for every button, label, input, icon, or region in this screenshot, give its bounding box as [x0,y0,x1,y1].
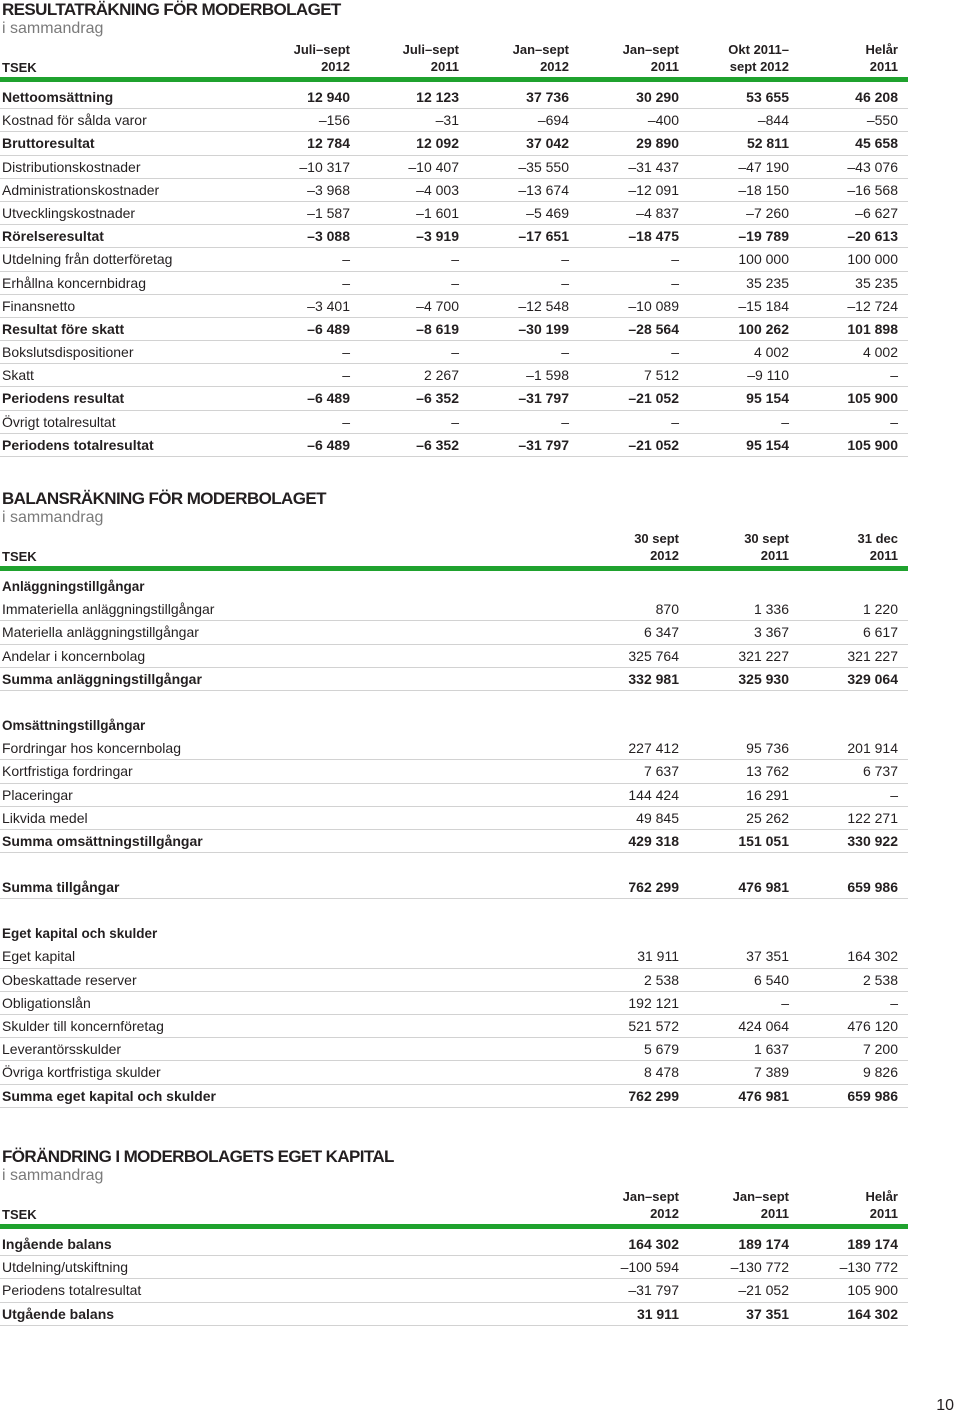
table-row [0,969,908,992]
cell-value: 37 351 [746,948,789,965]
column-heading-line: Jan–sept [622,1189,679,1204]
cell-value: –31 437 [628,158,679,175]
column-heading-line: 2012 [321,59,350,74]
cell-value: – [671,274,679,291]
group-heading-label: Omsättningstillgångar [2,717,146,733]
column-heading-line: sept 2012 [729,59,789,74]
column-heading [569,41,679,75]
cell-value: –13 674 [518,181,569,198]
column-heading-line: Okt 2011– [728,42,789,57]
cell-value: –4 003 [416,181,459,198]
cell-value: – [342,367,350,384]
cell-value: 4 002 [862,344,898,361]
cell-value: 5 679 [643,1041,679,1058]
table-row [0,945,908,968]
table-row [0,387,908,410]
row-label: Utgående balans [2,1305,115,1322]
table-row [0,992,908,1015]
row-label: Summa tillgångar [2,879,120,896]
row-label: Resultat före skatt [2,320,125,337]
cell-value: 476 981 [738,1087,789,1104]
cell-value: –31 797 [518,390,569,407]
cell-value: –5 469 [526,204,569,221]
table-row [0,1233,908,1256]
table-row [0,318,908,341]
cell-value: 332 981 [628,670,679,687]
column-heading [679,530,789,564]
cell-value: –130 772 [730,1259,789,1276]
cell-value: 37 351 [746,1305,789,1322]
row-label: Placeringar [2,786,73,803]
cell-value: 201 914 [847,740,898,757]
cell-value: 16 291 [746,786,789,803]
column-heading-line: 2011 [869,548,898,563]
equity-changes [0,1147,908,1326]
table-row [0,272,908,295]
row-label: Periodens totalresultat [2,1282,142,1299]
cell-value: –6 352 [416,390,459,407]
table-row [0,109,908,132]
cell-value: 6 347 [643,624,679,641]
row-label: Finansnetto [2,297,76,314]
cell-value: –844 [757,112,789,129]
row-label: Summa eget kapital och skulder [2,1087,216,1104]
table-row [0,248,908,271]
cell-value: 30 290 [636,89,679,105]
cell-value: 7 389 [753,1064,789,1081]
group-heading [0,922,908,945]
section-title: FÖRÄNDRING I MODERBOLAGETS EGET KAPITAL [2,1147,394,1166]
table-row [0,156,908,179]
cell-value: – [342,274,350,291]
table-row [0,668,908,691]
cell-value: –7 260 [746,204,789,221]
cell-value: – [451,344,459,361]
table-row [0,1015,908,1038]
cell-value: –1 601 [416,204,459,221]
cell-value: 12 092 [416,135,459,152]
column-heading-line: 2011 [760,548,789,563]
cell-value: 12 123 [416,89,459,105]
cell-value: 25 262 [746,809,789,826]
cell-value: –3 088 [307,228,350,245]
cell-value: 46 208 [855,89,898,105]
cell-value: –47 190 [738,158,789,175]
row-label: Utvecklingskostnader [2,204,136,221]
cell-value: 192 121 [628,994,679,1011]
cell-value: 144 424 [628,786,679,803]
cell-value: –12 091 [628,181,679,198]
cell-value: 95 736 [746,740,789,757]
row-label: Summa omsättningstillgångar [2,832,203,849]
cell-value: 2 267 [423,367,459,384]
table-row [0,1085,908,1108]
cell-value: –18 150 [738,181,789,198]
cell-value: 49 845 [636,809,679,826]
cell-value: 37 736 [526,89,569,105]
cell-value: – [890,786,898,803]
column-heading [679,1188,789,1222]
table-row [0,132,908,155]
cell-value: –6 489 [307,436,350,453]
column-heading-line: 2012 [650,548,679,563]
section-title: BALANSRÄKNING FÖR MODERBOLAGET [2,489,326,508]
cell-value: – [342,251,350,268]
cell-value: 1 336 [753,601,789,618]
cell-value: –400 [647,112,679,129]
row-label: Ingående balans [2,1236,112,1252]
table-row [0,645,908,668]
column-heading-line: 2011 [430,59,459,74]
column-heading-line: 2011 [760,1206,789,1221]
row-label: Övriga kortfristiga skulder [2,1064,161,1081]
row-label: Övrigt totalresultat [2,413,116,430]
cell-value: 7 512 [643,367,679,384]
section-subtitle: i sammandrag [2,509,104,526]
row-label: Immateriella anläggningstillgångar [2,601,215,618]
cell-value: 9 826 [862,1064,898,1081]
cell-value: 7 637 [643,763,679,780]
cell-value: 105 900 [847,1282,898,1299]
column-heading-line: 2011 [650,59,679,74]
cell-value: –10 407 [408,158,459,175]
cell-value: – [451,274,459,291]
cell-value: –6 489 [307,320,350,337]
cell-value: –3 919 [416,228,459,245]
column-heading-line: Juli–sept [293,42,350,57]
cell-value: 227 412 [628,740,679,757]
balance-sheet [0,489,908,1108]
cell-value: 7 200 [862,1041,898,1058]
column-heading-line: Jan–sept [732,1189,789,1204]
table-row [0,86,908,109]
cell-value: –17 651 [518,228,569,245]
column-heading-line: Juli–sept [402,42,459,57]
column-heading [459,41,569,75]
table-row [0,295,908,318]
cell-value: 31 911 [637,948,679,965]
cell-value: – [451,251,459,268]
column-heading-line: 30 sept [744,531,789,546]
row-label: Utdelning från dotterföretag [2,251,173,268]
table-body [0,82,908,457]
column-heading-line: Helår [865,1189,898,1204]
column-heading [788,1188,898,1222]
group-heading-label: Anläggningstillgångar [2,579,145,594]
row-label: Rörelseresultat [2,228,104,245]
row-label: Obeskattade reserver [2,971,137,988]
column-heading-line: 2012 [650,1206,679,1221]
cell-value: 325 764 [628,647,679,664]
cell-value: – [342,413,350,430]
cell-value: –6 627 [855,204,898,221]
cell-value: –43 076 [847,158,898,175]
cell-value: 105 900 [847,390,898,407]
table-row [0,598,908,621]
cell-value: 330 922 [847,832,898,849]
unit-label: TSEK [2,549,37,564]
spacer [0,691,908,714]
cell-value: –1 587 [307,204,350,221]
column-heading-line: Helår [865,42,898,57]
cell-value: – [561,274,569,291]
page-number: 10 [936,1397,954,1414]
cell-value: 659 986 [847,1087,898,1104]
table-body [0,1229,908,1326]
row-label: Bruttoresultat [2,135,95,152]
cell-value: 100 000 [738,251,789,268]
cell-value: – [890,367,898,384]
row-label: Materiella anläggningstillgångar [2,624,199,641]
cell-value: 95 154 [746,390,789,407]
cell-value: –21 052 [628,390,679,407]
row-label: Periodens resultat [2,390,125,407]
cell-value: 35 235 [746,274,789,291]
row-label: Nettoomsättning [2,89,114,105]
table-row [0,364,908,387]
column-header [0,41,908,77]
table-row [0,1256,908,1279]
row-label: Administrationskostnader [2,181,160,198]
table-body [0,571,908,1108]
cell-value: 45 658 [855,135,898,152]
column-heading [240,41,350,75]
row-label: Kostnad för sålda varor [2,112,147,129]
table-row [0,807,908,830]
cell-value: 762 299 [628,1087,679,1104]
cell-value: 429 318 [628,832,679,849]
cell-value: –19 789 [738,228,789,245]
cell-value: –9 110 [747,367,789,384]
cell-value: –15 184 [738,297,789,314]
cell-value: 95 154 [746,436,789,453]
cell-value: – [342,344,350,361]
cell-value: 12 940 [307,89,350,105]
column-heading-line: 2011 [869,1206,898,1221]
cell-value: 12 784 [307,135,350,152]
column-header [0,1188,908,1224]
cell-value: –35 550 [518,158,569,175]
cell-value: 321 227 [738,647,789,664]
row-label: Obligationslån [2,994,91,1011]
cell-value: 164 302 [847,948,898,965]
cell-value: –4 700 [416,297,459,314]
cell-value: 164 302 [847,1305,898,1322]
group-heading [0,714,908,737]
spacer [0,853,908,876]
table-row [0,1279,908,1302]
cell-value: 4 002 [753,344,789,361]
column-heading [788,41,898,75]
cell-value: – [781,413,789,430]
cell-value: 329 064 [847,670,898,687]
cell-value: –6 352 [416,436,459,453]
column-header [0,530,908,566]
cell-value: –550 [866,112,898,129]
cell-value: –31 797 [628,1282,679,1299]
cell-value: – [671,344,679,361]
cell-value: 35 235 [855,274,898,291]
cell-value: – [561,413,569,430]
cell-value: 521 572 [628,1018,679,1034]
column-heading-line: 31 dec [857,531,898,546]
cell-value: – [890,994,898,1011]
cell-value: –130 772 [839,1259,898,1276]
cell-value: – [671,251,679,268]
row-label: Leverantörsskulder [2,1041,122,1058]
cell-value: 476 120 [847,1018,898,1034]
column-heading [679,41,789,75]
column-heading-line: Jan–sept [622,42,679,57]
cell-value: –100 594 [620,1259,679,1276]
cell-value: –28 564 [628,320,679,337]
cell-value: 37 042 [526,135,569,152]
cell-value: 659 986 [847,879,898,896]
cell-value: 29 890 [636,135,679,152]
cell-value: –31 [435,112,459,129]
cell-value: 1 637 [753,1041,789,1058]
row-label: Skatt [2,367,34,384]
cell-value: 6 737 [862,763,898,780]
table-row [0,434,908,457]
cell-value: – [561,344,569,361]
section-subtitle: i sammandrag [2,1167,104,1184]
income-statement [0,0,908,457]
cell-value: –1 598 [526,367,569,384]
table-row [0,830,908,853]
cell-value: –20 613 [847,228,898,245]
cell-value: –12 548 [518,297,569,314]
table-row [0,202,908,225]
cell-value: –8 619 [416,320,459,337]
cell-value: 6 540 [753,971,789,988]
cell-value: – [671,413,679,430]
column-heading-line: 2012 [540,59,569,74]
column-heading-line: Jan–sept [512,42,569,57]
row-label: Utdelning/utskiftning [2,1259,129,1276]
table-row [0,784,908,807]
cell-value: 2 538 [862,971,898,988]
cell-value: –16 568 [847,181,898,198]
row-label: Likvida medel [2,809,88,826]
cell-value: 189 174 [847,1236,898,1252]
section-title: RESULTATRÄKNING FÖR MODERBOLAGET [2,0,341,19]
cell-value: 325 930 [738,670,789,687]
cell-value: –31 797 [518,436,569,453]
cell-value: 31 911 [636,1305,679,1322]
cell-value: 3 367 [753,624,789,641]
table-row [0,1303,908,1326]
spacer [0,899,908,922]
column-heading [569,530,679,564]
row-label: Andelar i koncernbolag [2,647,146,664]
cell-value: 1 220 [862,601,898,618]
group-heading-label: Eget kapital och skulder [2,926,158,942]
unit-label: TSEK [2,1207,37,1222]
row-label: Eget kapital [2,948,76,965]
row-label: Skulder till koncernföretag [2,1018,164,1034]
column-heading [788,530,898,564]
column-heading-line: 30 sept [634,531,679,546]
cell-value: –694 [537,112,569,129]
cell-value: 189 174 [738,1236,789,1252]
cell-value: –156 [318,112,350,129]
row-label: Summa anläggningstillgångar [2,670,202,687]
cell-value: 321 227 [847,647,898,664]
section-subtitle: i sammandrag [2,20,104,37]
group-heading [0,575,908,598]
cell-value: –30 199 [518,320,569,337]
cell-value: 164 302 [628,1236,679,1252]
table-row [0,737,908,760]
cell-value: 151 051 [738,832,789,849]
cell-value: 105 900 [847,436,898,453]
cell-value: 2 538 [643,971,679,988]
cell-value: 762 299 [628,879,679,896]
cell-value: –10 089 [628,297,679,314]
row-label: Fordringar hos koncernbolag [2,740,181,757]
cell-value: –6 489 [307,390,350,407]
row-label: Periodens totalresultat [2,436,154,453]
table-row [0,341,908,364]
cell-value: –10 317 [299,158,350,175]
cell-value: 476 981 [738,879,789,896]
cell-value: –12 724 [847,297,898,314]
cell-value: –21 052 [628,436,679,453]
table-row [0,1038,908,1061]
cell-value: 53 655 [746,89,789,105]
unit-label: TSEK [2,60,37,75]
cell-value: 870 [655,601,679,618]
cell-value: –21 052 [738,1282,789,1299]
row-label: Kortfristiga fordringar [2,763,133,780]
cell-value: – [890,413,898,430]
column-heading [569,1188,679,1222]
cell-value: 52 811 [746,135,789,152]
row-label: Bokslutsdispositioner [2,344,134,361]
cell-value: – [781,994,789,1011]
cell-value: –3 401 [307,297,350,314]
cell-value: 6 617 [862,624,898,641]
column-heading [349,41,459,75]
table-row [0,621,908,644]
cell-value: 8 478 [643,1064,679,1081]
table-row [0,1061,908,1084]
cell-value: –3 968 [307,181,350,198]
table-row [0,760,908,783]
cell-value: – [561,251,569,268]
cell-value: 122 271 [847,809,898,826]
column-heading-line: 2011 [869,59,898,74]
row-label: Erhållna koncernbidrag [2,274,146,291]
cell-value: 424 064 [738,1018,789,1034]
table-row [0,225,908,248]
cell-value: 101 898 [847,320,898,337]
table-row [0,179,908,202]
cell-value: 13 762 [746,763,789,780]
table-row [0,876,908,899]
cell-value: 100 000 [847,251,898,268]
cell-value: – [451,413,459,430]
cell-value: –4 837 [636,204,679,221]
row-label: Distributionskostnader [2,158,141,175]
cell-value: 100 262 [738,320,789,337]
cell-value: –18 475 [628,228,679,245]
table-row [0,411,908,434]
